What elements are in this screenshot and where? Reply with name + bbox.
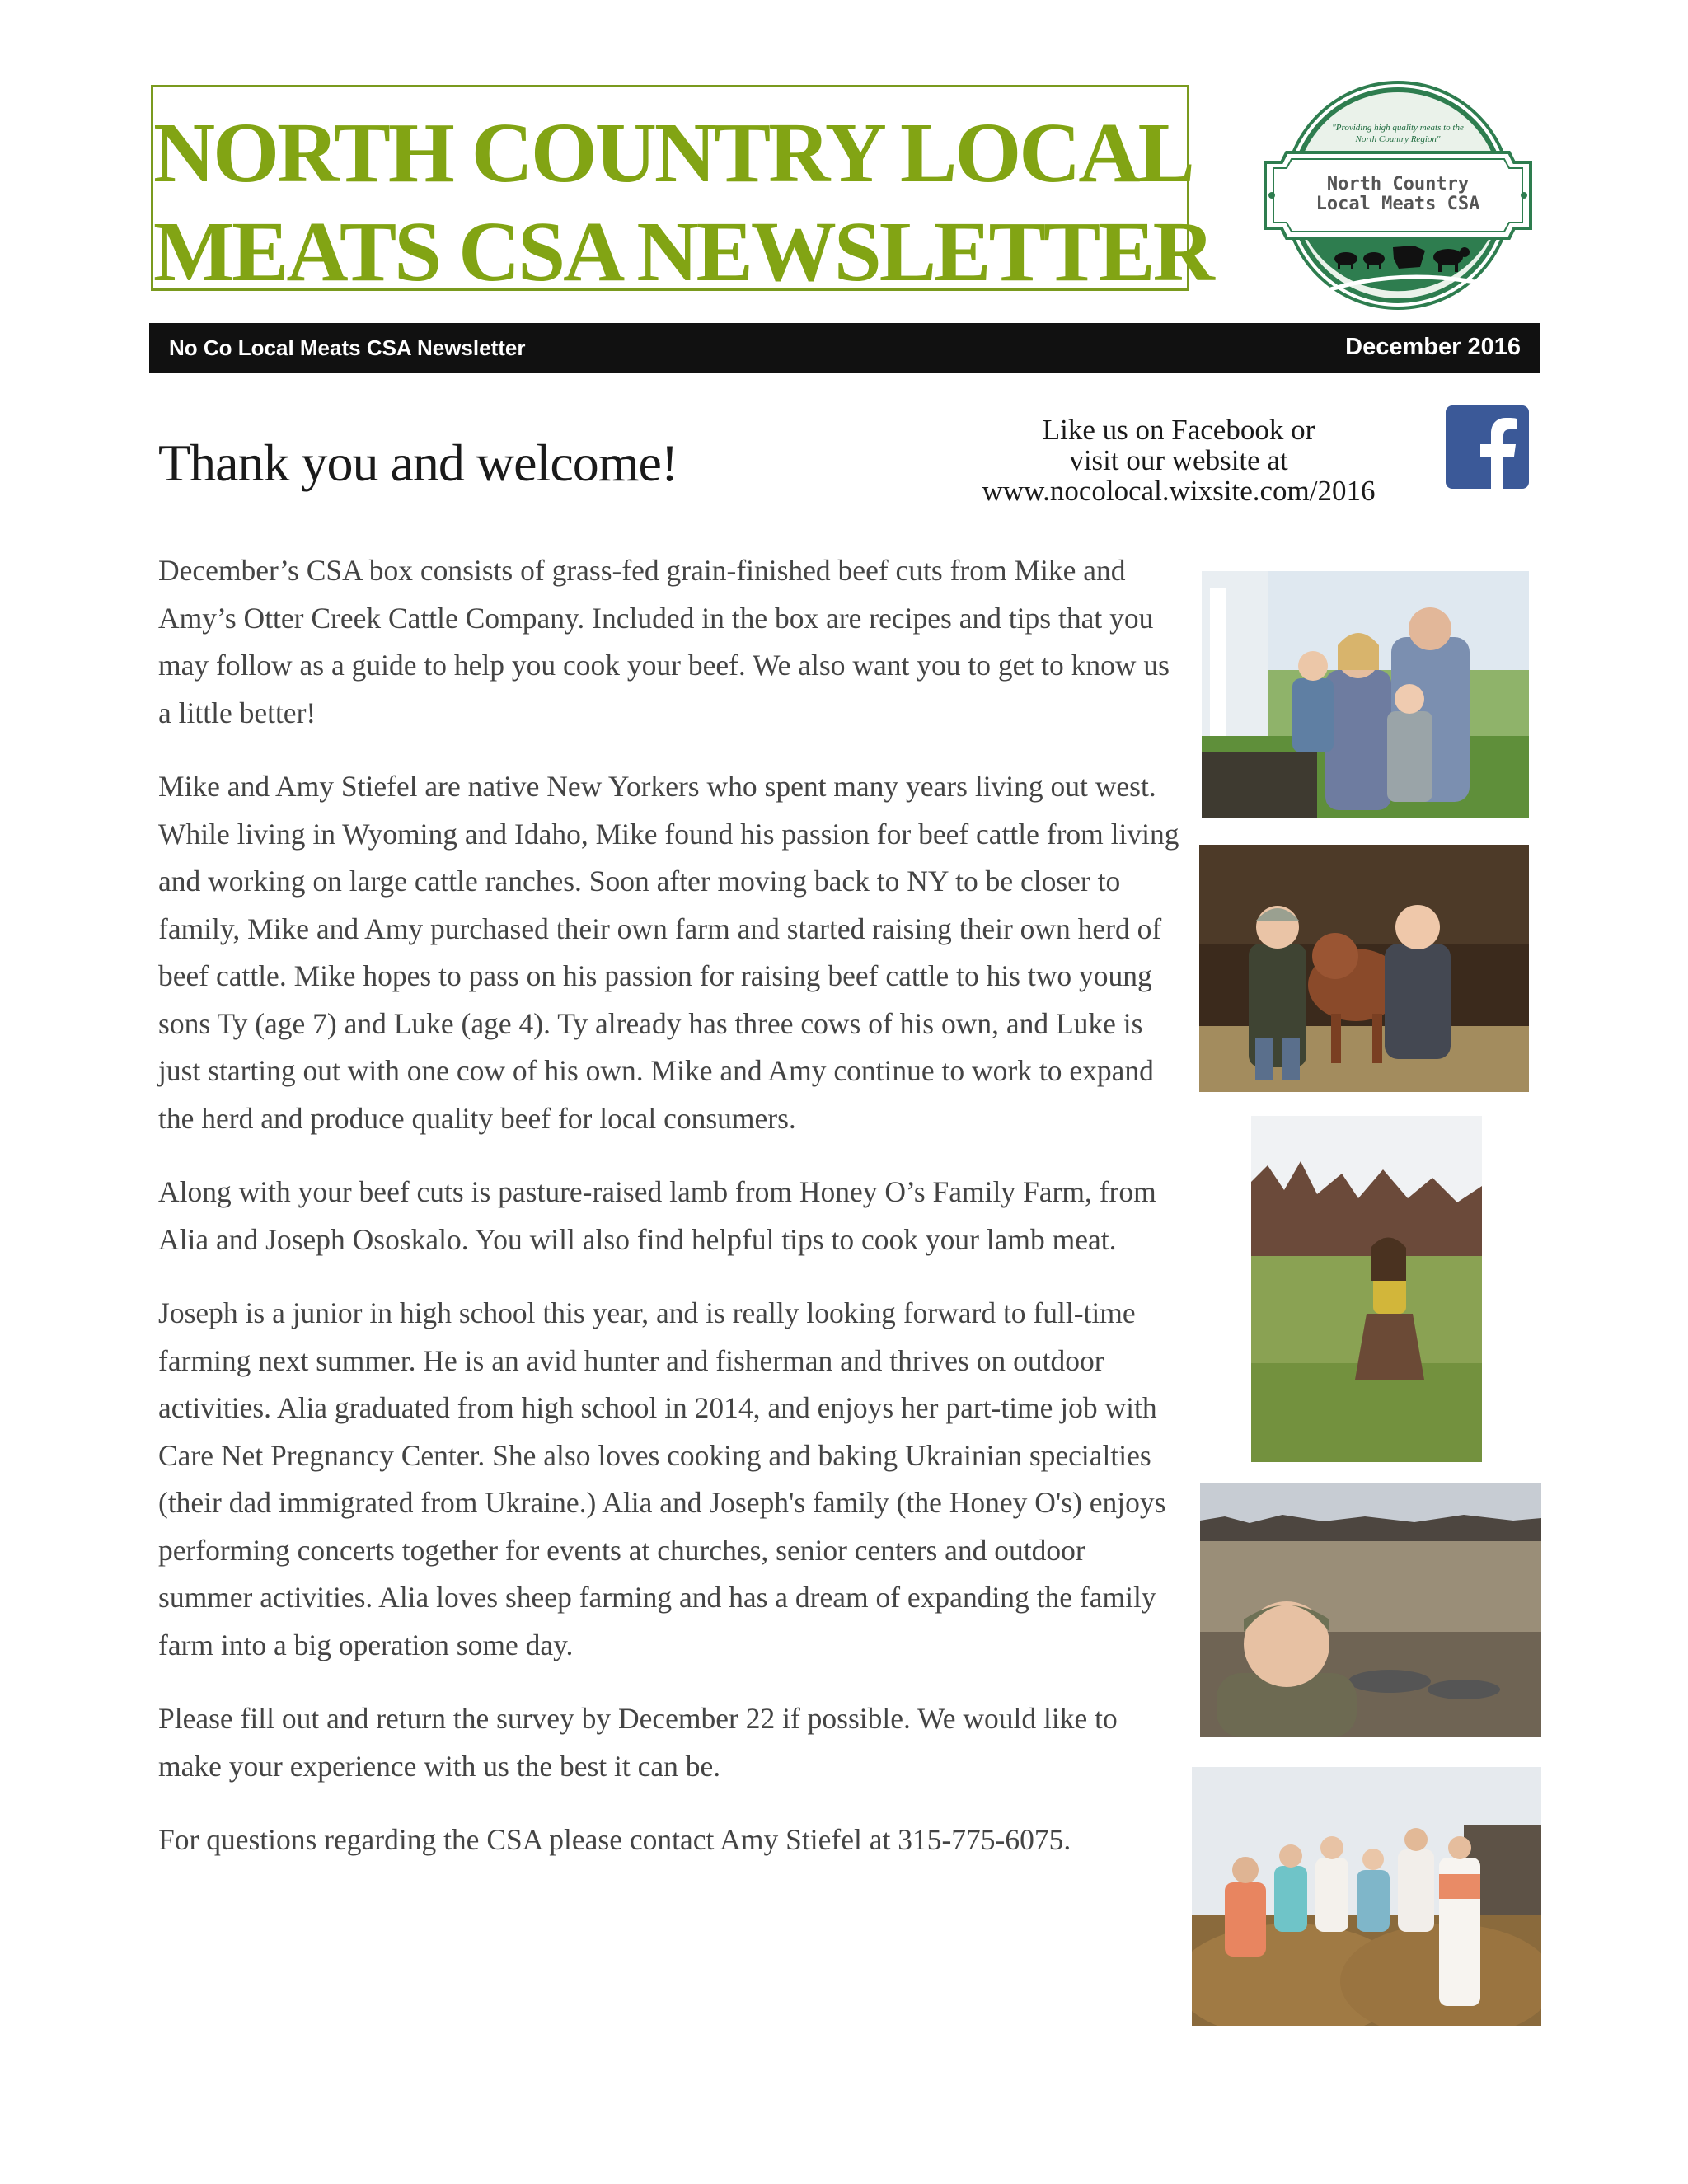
- csa-logo: [1249, 76, 1547, 315]
- paragraph-ososkalo-family: Joseph is a junior in high school this year, and is really looking forward to full-time farming next summer. He is an avid hunter and fisherman and thrives on outdoor activities. Alia graduated from high school in 2014, and enjoys her part-time job with Care Net Pregnancy Center. She also loves cooking and baking Ukrainian specialties (their dad immigrated from Ukraine.) Alia and Joseph's family (the Honey O's) enjoys performing concerts together for events at churches, senior centers and outdoor summer activities. Alia loves sheep farming and has a dream of expanding the family farm into a big operation some day.: [158, 1296, 1166, 1661]
- logo-arc-text-2: North Country Region": [1355, 134, 1441, 144]
- page-heading: Thank you and welcome!: [158, 434, 678, 492]
- paragraph-stiefel-family: Mike and Amy Stiefel are native New Yorkers who spent many years living out west. While living in Wyoming and Idaho, Mike found his passion for beef cattle from living and working on large cattle ranches. Soon after moving back to NY to be closer to family, Mike and Amy purchased their own farm and started raising their own herd of beef cattle. Mike hopes to pass on his passion for raising beef cattle to his two young sons Ty (age 7) and Luke (age 4). Ty already has three cows of his own, and Luke is just starting out with one cow of his own. Mike and Amy continue to work to expand the herd and produce quality beef for local consumers.: [158, 770, 1179, 1135]
- newsletter-info-bar: [149, 323, 1540, 373]
- sons-with-calf-photo: [1199, 845, 1529, 1092]
- newsletter-title-box: [151, 85, 1212, 299]
- newsletter-title-line-1: NORTH COUNTRY LOCAL: [153, 105, 1193, 200]
- stiefel-family-photo: [1202, 571, 1529, 818]
- logo-name-line-1: North Country: [1326, 174, 1470, 194]
- website-link[interactable]: www.nocolocal.wixsite.com/2016: [982, 475, 1376, 507]
- facebook-callout: [948, 415, 1409, 506]
- article-body: [158, 547, 1184, 1891]
- facebook-icon[interactable]: [1446, 405, 1529, 489]
- paragraph-contact: For questions regarding the CSA please contact Amy Stiefel at 315-775-6075.: [158, 1823, 1071, 1856]
- paragraph-lamb: Along with your beef cuts is pasture-raised lamb from Honey O’s Family Farm, from Alia and Joseph Ososkalo. You will also find helpful tips to cook your lamb meat.: [158, 1175, 1156, 1256]
- paragraph-survey: Please fill out and return the survey by December 22 if possible. We would like to make your experience with us the best it can be.: [158, 1702, 1118, 1783]
- ososkalo-family-photo: [1192, 1767, 1541, 2026]
- logo-arc-text-1: "Providing high quality meats to the: [1332, 123, 1464, 133]
- newsletter-title-line-2: MEATS CSA NEWSLETTER: [153, 204, 1212, 299]
- joseph-hunting-photo: [1200, 1483, 1541, 1737]
- facebook-line-2: visit our website at: [1069, 444, 1288, 476]
- facebook-line-1: Like us on Facebook or: [1042, 414, 1315, 446]
- paragraph-intro: December’s CSA box consists of grass-fed grain-finished beef cuts from Mike and Amy’s Otter Creek Cattle Company. Included in the box are recipes and tips that you may follow as a guide to help you cook your beef. We also want you to get to know us a little better!: [158, 554, 1170, 729]
- alia-in-field-photo: [1251, 1116, 1482, 1462]
- bar-issue-date: December 2016: [1345, 334, 1521, 360]
- bar-newsletter-name: No Co Local Meats CSA Newsletter: [169, 335, 526, 360]
- logo-name-line-2: Local Meats CSA: [1315, 194, 1480, 214]
